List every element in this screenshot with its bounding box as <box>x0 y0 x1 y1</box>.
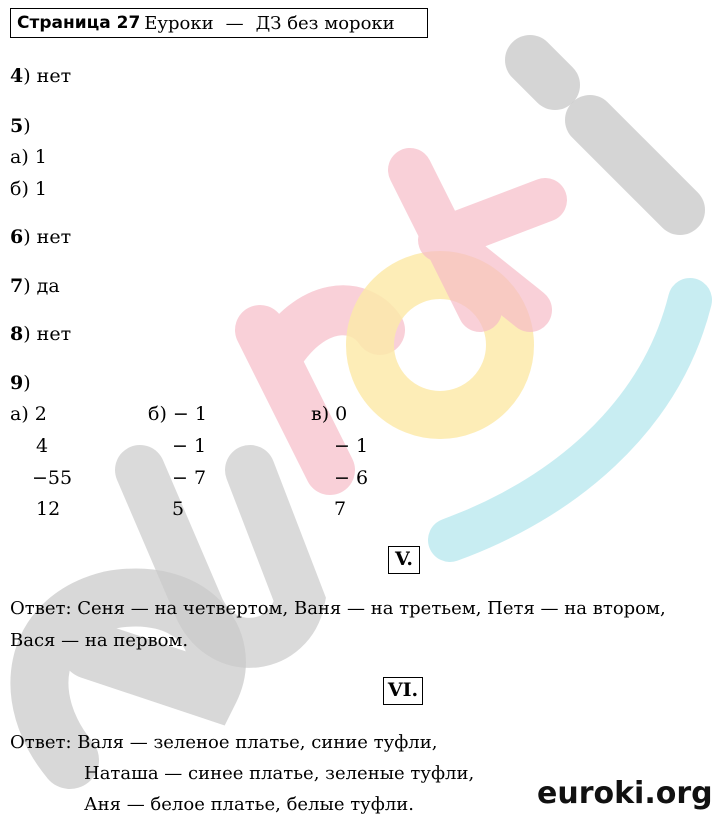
answer-5 <box>10 117 31 136</box>
answer-9c-row1: в) 0 <box>311 403 348 425</box>
section-vi-answer-line2: Наташа — синее платье, зеленые туфли, <box>84 763 475 784</box>
answer-9b-row4: 5 <box>172 498 185 520</box>
answer-number: 7 <box>10 275 24 297</box>
answer-9b-row3: − 7 <box>172 467 207 489</box>
answer-text: ) нет <box>23 65 72 87</box>
answer-number: 4 <box>10 65 24 87</box>
section-v-label: V. <box>388 546 420 574</box>
answer-9b-row1: б) − 1 <box>148 403 207 425</box>
answer-8 <box>10 325 71 344</box>
answer-5a: а) 1 <box>10 146 47 168</box>
answer-number: 8 <box>10 323 24 345</box>
answer-number: 9 <box>10 372 24 394</box>
answer-text: ) <box>23 372 31 394</box>
answer-9a-row2: 4 <box>36 435 49 457</box>
answer-number: 5 <box>10 115 24 137</box>
answer-9 <box>10 374 31 393</box>
section-v-answer-line2: Вася — на первом. <box>10 630 189 651</box>
answer-4 <box>10 67 71 86</box>
answer-text: ) нет <box>23 323 72 345</box>
site-name: Еуроки <box>144 12 214 34</box>
section-v-answer-line1: Ответ: Сеня — на четвертом, Ваня — на третьем, Петя — на втором, <box>10 598 666 619</box>
section-vi-label: VI. <box>383 677 423 705</box>
answer-number: 6 <box>10 226 24 248</box>
answer-9c-row3: − 6 <box>334 467 369 489</box>
answer-9c-row4: 7 <box>334 498 347 520</box>
answer-9a-row1: а) 2 <box>10 403 47 425</box>
header-dash: — <box>225 12 244 34</box>
site-slogan: ДЗ без мороки <box>255 12 395 34</box>
answer-5b: б) 1 <box>10 178 47 200</box>
answer-9c-row2: − 1 <box>334 435 369 457</box>
answer-text: ) да <box>23 275 60 297</box>
page-header <box>10 8 428 38</box>
section-vi-answer-line3: Аня — белое платье, белые туфли. <box>84 794 414 815</box>
answer-9a-row4: 12 <box>36 498 61 520</box>
answer-text: ) <box>23 115 31 137</box>
brand-logo-text: euroki.org <box>537 776 713 811</box>
answer-9a-row3: −55 <box>32 467 73 489</box>
section-vi-answer-line1: Ответ: Валя — зеленое платье, синие туфли, <box>10 732 438 753</box>
answer-6 <box>10 228 71 247</box>
answer-7 <box>10 277 60 296</box>
page-label: Страница 27 <box>17 13 141 33</box>
answer-text: ) нет <box>23 226 72 248</box>
answer-9b-row2: − 1 <box>172 435 207 457</box>
